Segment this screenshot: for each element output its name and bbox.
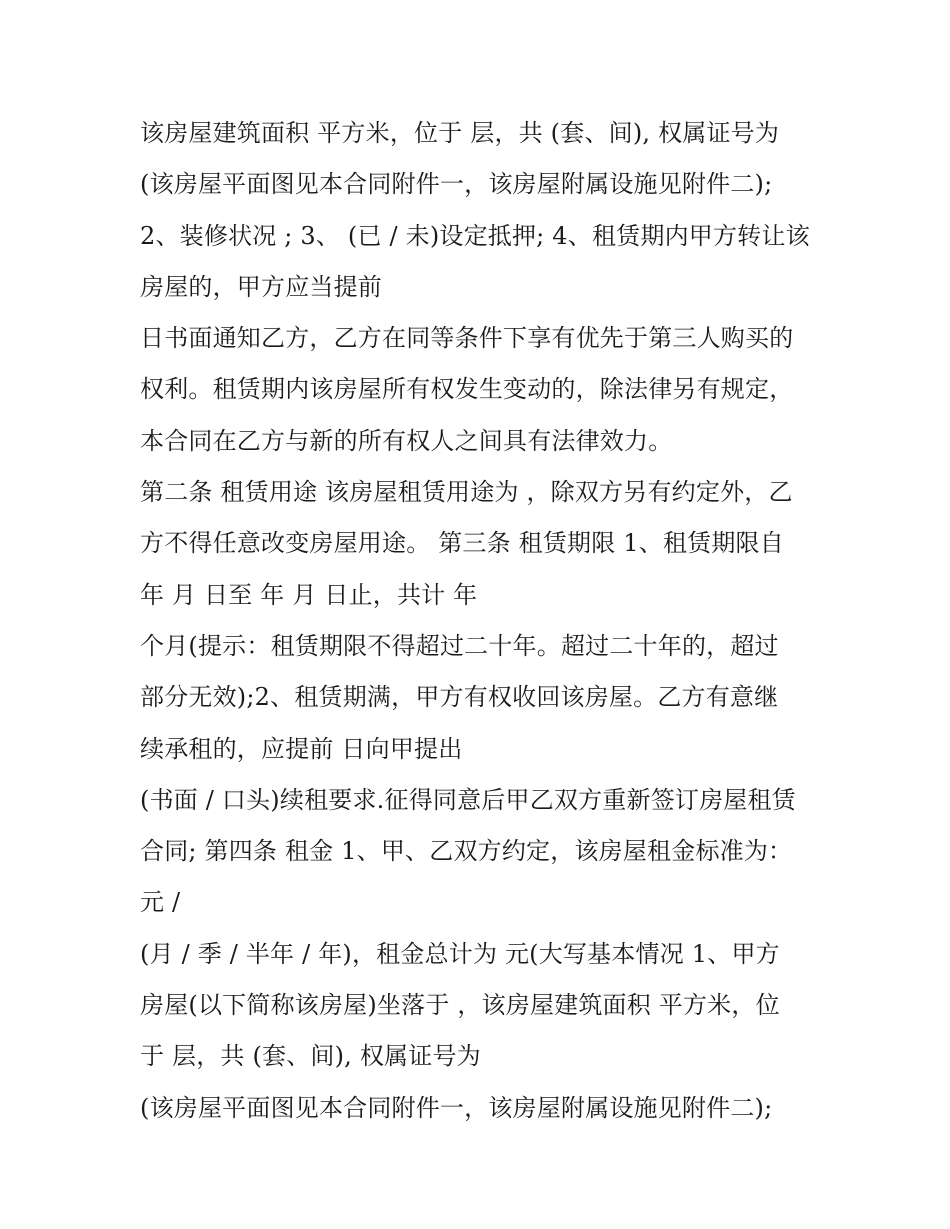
text-line-13: 续承租的，应提前 日向甲提出 [140,734,463,763]
text-line-14: (书面 / 口头)续租要求.征得同意后甲乙双方重新签订房屋租赁 [140,785,796,814]
text-line-7: 本合同在乙方与新的所有权人之间具有法律效力。 [140,426,673,455]
text-line-19: 于 层，共 (套、间), 权属证号为 [140,1042,481,1071]
text-line-5: 日书面通知乙方，乙方在同等条件下享有优先于第三人购买的 [140,324,794,353]
text-line-8: 第二条 租赁用途 该房屋租赁用途为 ，除双方另有约定外，乙 [140,478,793,507]
text-line-12: 部分无效);2、租赁期满，甲方有权收回该房屋。乙方有意继 [140,683,779,712]
text-line-2: (该房屋平面图见本合同附件一，该房屋附属设施见附件二); [140,170,773,199]
text-line-9: 方不得任意改变房屋用途。 第三条 租赁期限 1、租赁期限自 [140,529,784,558]
document-body [140,108,830,1134]
text-line-6: 权利。租赁期内该房屋所有权发生变动的，除法律另有规定， [140,375,794,404]
text-line-17: (月 / 季 / 半年 / 年)，租金总计为 元(大写基本情况 1、甲方 [140,939,780,968]
text-line-18: 房屋(以下简称该房屋)坐落于 ，该房屋建筑面积 平方米，位 [140,991,780,1020]
text-line-1: 该房屋建筑面积 平方米，位于 层，共 (套、间), 权属证号为 [140,119,780,147]
text-line-20: (该房屋平面图见本合同附件一，该房屋附属设施见附件二); [140,1093,773,1122]
text-line-15: 合同; 第四条 租金 1、甲、乙双方约定，该房屋租金标准为： [140,837,793,866]
text-line-16: 元 / [140,888,181,917]
text-line-3: 2、装修状况 ; 3、 (已 / 未)设定抵押; 4、租赁期内甲方转让该 [140,221,810,250]
text-line-10: 年 月 日至 年 月 日止，共计 年 [140,580,478,609]
text-line-4: 房屋的，甲方应当提前 [140,272,382,301]
text-line-11: 个月(提示：租赁期限不得超过二十年。超过二十年的，超过 [140,631,779,660]
